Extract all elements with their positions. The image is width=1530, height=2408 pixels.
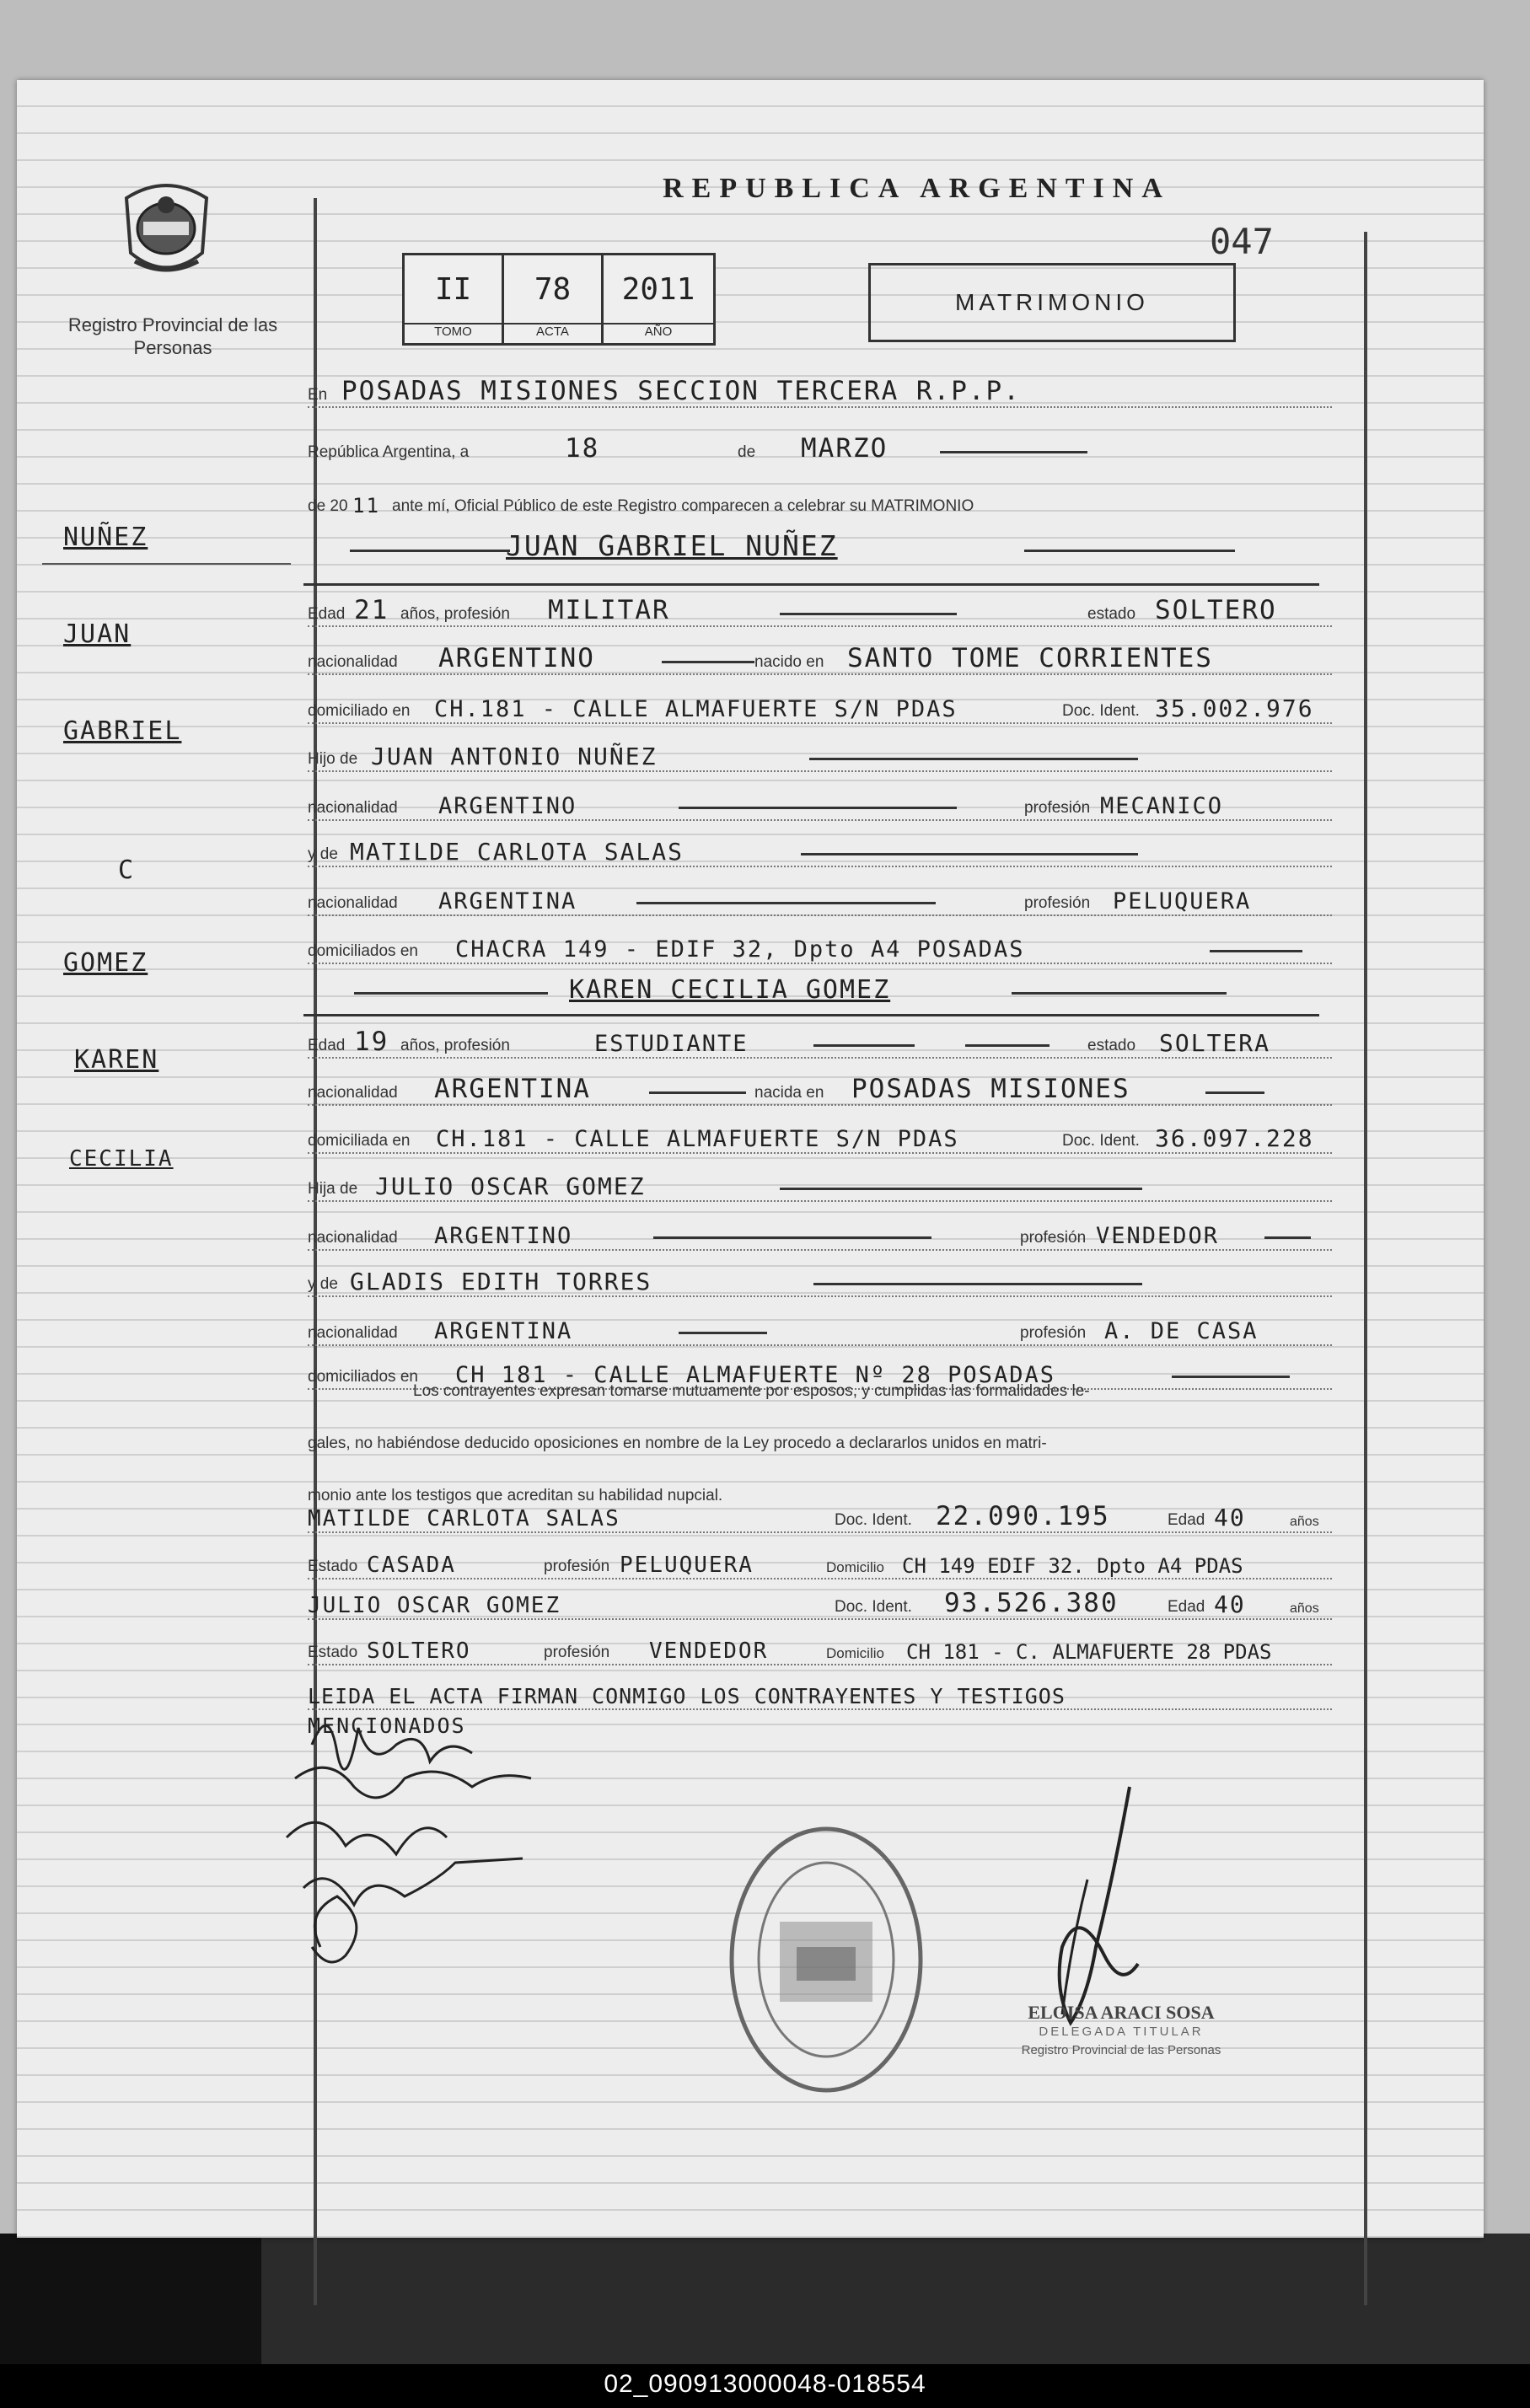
official-signature-icon xyxy=(1037,1778,1146,2031)
closing-line-2: MENCIONADOS xyxy=(308,1713,466,1738)
edad-label: Edad xyxy=(1168,1598,1205,1616)
groom-mother-profession: PELUQUERA xyxy=(1113,888,1252,914)
witness-1-name-row xyxy=(308,1496,1332,1533)
profesion-label: profesión xyxy=(1024,799,1091,817)
hijo-label: Hijo de xyxy=(308,750,358,768)
witness-1-profession: PELUQUERA xyxy=(620,1553,754,1578)
closing-line-1: LEIDA EL ACTA FIRMAN CONMIGO LOS CONTRAYENTES Y TESTIGOS xyxy=(308,1684,1066,1708)
domicilio-label: Domicilio xyxy=(826,1645,884,1661)
profesion-label: profesión xyxy=(544,1644,610,1661)
profesion-label: profesión xyxy=(1020,1229,1087,1247)
doc-label: Doc. Ident. xyxy=(835,1598,912,1616)
tomo-cell xyxy=(405,255,504,343)
nacido-label: nacido en xyxy=(754,653,824,671)
declaration-line-2: gales, no habiéndose deducido oposiciones en nombre de la Ley procedo a declararlos unidos en matri- xyxy=(308,1435,1047,1452)
intro-statement-row xyxy=(308,482,1332,519)
witness-2-estado: SOLTERO xyxy=(367,1638,471,1664)
act-type-box: MATRIMONIO xyxy=(868,263,1236,342)
doc-label: Doc. Ident. xyxy=(1062,702,1140,720)
anio-value: 2011 xyxy=(621,272,695,307)
groom-name-row xyxy=(308,527,1332,564)
domiciliados-label: domiciliados en xyxy=(308,942,418,960)
bride-father-nat-row xyxy=(308,1214,1332,1251)
anos-label: años, profesión xyxy=(400,1037,510,1054)
republic-label: República Argentina, a xyxy=(308,443,470,461)
day-value: 18 xyxy=(565,433,600,464)
doc-label: Doc. Ident. xyxy=(1062,1132,1140,1150)
groom-address: CH.181 - CALLE ALMAFUERTE S/N PDAS xyxy=(434,696,958,722)
signatures-icon xyxy=(278,1694,556,1981)
intro-place-row xyxy=(308,371,1332,408)
nacionalidad-label: nacionalidad xyxy=(308,1084,398,1102)
witness-2-details-row xyxy=(308,1628,1332,1665)
bride-full-name: KAREN CECILIA GOMEZ xyxy=(569,975,891,1005)
groom-nationality-row xyxy=(308,638,1332,675)
groom-father-nationality: ARGENTINO xyxy=(438,793,577,819)
anio-label: AÑO xyxy=(604,323,713,343)
bride-nationality: ARGENTINA xyxy=(434,1074,591,1104)
groom-father-row xyxy=(308,735,1332,772)
witness-1-name: MATILDE CARLOTA SALAS xyxy=(308,1506,620,1531)
bride-profession: ESTUDIANTE xyxy=(594,1031,749,1057)
bride-age: 19 xyxy=(354,1027,389,1057)
acta-value: 78 xyxy=(534,272,572,307)
nacionalidad-label: nacionalidad xyxy=(308,1324,398,1342)
official-stamp-icon xyxy=(725,1821,927,2099)
witness-2-doc: 93.526.380 xyxy=(944,1588,1119,1618)
official-registry: Registro Provincial de las Personas xyxy=(1021,2043,1221,2057)
margin-name-3: GABRIEL xyxy=(63,716,182,746)
witness-2-address: CH 181 - C. ALMAFUERTE 28 PDAS xyxy=(906,1640,1272,1664)
document-id: 02_090913000048-018554 xyxy=(604,2370,926,2398)
bride-name-row xyxy=(308,969,1332,1006)
bride-doc: 36.097.228 xyxy=(1155,1124,1314,1152)
official-title: DELEGADA TITULAR xyxy=(1039,2025,1204,2039)
estado-label: estado xyxy=(1087,605,1136,623)
nacionalidad-label: nacionalidad xyxy=(308,799,398,817)
bride-mother: GLADIS EDITH TORRES xyxy=(350,1268,652,1295)
groom-doc: 35.002.976 xyxy=(1155,695,1314,722)
groom-estado: SOLTERO xyxy=(1155,595,1277,625)
bride-father: JULIO OSCAR GOMEZ xyxy=(375,1172,646,1200)
y-de-label: y de xyxy=(308,1275,338,1293)
groom-father: JUAN ANTONIO NUÑEZ xyxy=(371,743,658,770)
acta-label: ACTA xyxy=(504,323,601,343)
groom-father-profession: MECANICO xyxy=(1100,793,1224,819)
domicilio-label: Domicilio xyxy=(826,1559,884,1575)
domiciliado-label: domiciliado en xyxy=(308,702,411,720)
hija-label: Hija de xyxy=(308,1180,358,1198)
edad-label: Edad xyxy=(308,1037,346,1054)
month-value: MARZO xyxy=(801,433,888,464)
tomo-value: II xyxy=(434,272,472,307)
bride-age-row xyxy=(308,1022,1332,1059)
bride-mother-nationality: ARGENTINA xyxy=(434,1318,573,1344)
bride-father-profession: VENDEDOR xyxy=(1096,1223,1220,1249)
bride-address-row xyxy=(308,1117,1332,1154)
declaration-line-3: monio ante los testigos que acreditan su habilidad nupcial. xyxy=(308,1487,723,1504)
bride-estado: SOLTERA xyxy=(1159,1029,1271,1057)
estado-label: Estado xyxy=(308,1644,358,1661)
groom-address-row xyxy=(308,687,1332,724)
statement-text: ante mí, Oficial Público de este Registro comparecen a celebrar su MATRIMONIO xyxy=(392,497,974,515)
profesion-label: profesión xyxy=(1024,894,1091,912)
bride-mother-profession: A. DE CASA xyxy=(1104,1318,1259,1344)
groom-section-line xyxy=(303,583,1319,586)
intro-date-row xyxy=(308,428,1332,465)
groom-mother-nat-row xyxy=(308,879,1332,916)
profesion-label: profesión xyxy=(544,1558,610,1575)
bride-mother-nat-row xyxy=(308,1309,1332,1346)
bride-section-line xyxy=(303,1014,1319,1016)
bride-father-row xyxy=(308,1165,1332,1202)
groom-parents-address: CHACRA 149 - EDIF 32, Dpto A4 POSADAS xyxy=(455,936,1025,963)
witness-2-age: 40 xyxy=(1214,1590,1246,1618)
witness-2-name-row xyxy=(308,1583,1332,1620)
witness-1-doc: 22.090.195 xyxy=(936,1501,1110,1531)
year-suffix: 11 xyxy=(352,494,380,518)
groom-profession: MILITAR xyxy=(548,595,670,625)
profesion-label: profesión xyxy=(1020,1324,1087,1342)
declaration-line-1: Los contrayentes expresan tomarse mutuamente por esposos, y cumplidas las formalidades le- xyxy=(413,1382,1090,1400)
witness-2-profession: VENDEDOR xyxy=(649,1638,769,1664)
domiciliados-label: domiciliados en xyxy=(308,1368,418,1386)
groom-full-name: JUAN GABRIEL NUÑEZ xyxy=(506,529,838,562)
bride-address: CH.181 - CALLE ALMAFUERTE S/N PDAS xyxy=(436,1126,959,1152)
groom-father-nat-row xyxy=(308,784,1332,821)
groom-mother: MATILDE CARLOTA SALAS xyxy=(350,838,684,866)
official-name: ELOISA ARACI SOSA xyxy=(1028,2002,1215,2023)
witness-1-estado: CASADA xyxy=(367,1553,456,1578)
nacida-label: nacida en xyxy=(754,1084,824,1102)
registry-name: Registro Provincial de las Personas xyxy=(67,314,278,358)
domiciliada-label: domiciliada en xyxy=(308,1132,411,1150)
de-label: de xyxy=(738,443,756,461)
estado-label: Estado xyxy=(308,1558,358,1575)
anos-label: años xyxy=(1290,1515,1319,1529)
acta-cell xyxy=(504,255,604,343)
groom-parents-address-row xyxy=(308,927,1332,964)
place-value: POSADAS MISIONES SECCION TERCERA R.P.P. xyxy=(341,376,1021,406)
tomo-label: TOMO xyxy=(405,323,502,343)
en-label: En xyxy=(308,386,328,404)
country-title: REPUBLICA ARGENTINA xyxy=(663,173,1171,204)
bride-father-nationality: ARGENTINO xyxy=(434,1223,573,1249)
bride-mother-row xyxy=(308,1260,1332,1297)
groom-age-row xyxy=(308,590,1332,627)
margin-name-7: CECILIA xyxy=(69,1146,174,1172)
nacionalidad-label: nacionalidad xyxy=(308,894,398,912)
groom-mother-row xyxy=(308,830,1332,867)
registration-box xyxy=(402,253,716,346)
y-de-label: y de xyxy=(308,845,338,863)
margin-name-4: C xyxy=(118,855,136,885)
witness-1-age: 40 xyxy=(1214,1504,1246,1531)
witness-1-address: CH 149 EDIF 32. Dpto A4 PDAS xyxy=(902,1554,1243,1578)
bride-birthplace: POSADAS MISIONES xyxy=(851,1074,1130,1104)
page-number: 047 xyxy=(1210,221,1274,262)
witness-1-details-row xyxy=(308,1542,1332,1579)
edad-label: Edad xyxy=(308,605,346,623)
margin-name-2: JUAN xyxy=(63,619,132,649)
groom-birthplace: SANTO TOME CORRIENTES xyxy=(847,643,1213,673)
estado-label: estado xyxy=(1087,1037,1136,1054)
right-margin-line xyxy=(1364,232,1367,2305)
margin-name-1: NUÑEZ xyxy=(63,523,148,552)
nacionalidad-label: nacionalidad xyxy=(308,1229,398,1247)
anio-cell xyxy=(604,255,713,343)
groom-nationality: ARGENTINO xyxy=(438,643,595,673)
edad-label: Edad xyxy=(1168,1511,1205,1529)
groom-age: 21 xyxy=(354,595,389,625)
nacionalidad-label: nacionalidad xyxy=(308,653,398,671)
bride-parents-address: CH 181 - CALLE ALMAFUERTE Nº 28 POSADAS xyxy=(455,1362,1055,1388)
anos-label: años xyxy=(1290,1601,1319,1616)
groom-mother-nationality: ARGENTINA xyxy=(438,888,577,914)
bride-nationality-row xyxy=(308,1069,1332,1106)
year-label: de 20 xyxy=(308,497,348,515)
doc-label: Doc. Ident. xyxy=(835,1511,912,1529)
margin-name-5: GOMEZ xyxy=(63,948,148,978)
witness-2-name: JULIO OSCAR GOMEZ xyxy=(308,1593,561,1618)
anos-label: años, profesión xyxy=(400,605,510,623)
margin-name-6: KAREN xyxy=(74,1045,159,1075)
